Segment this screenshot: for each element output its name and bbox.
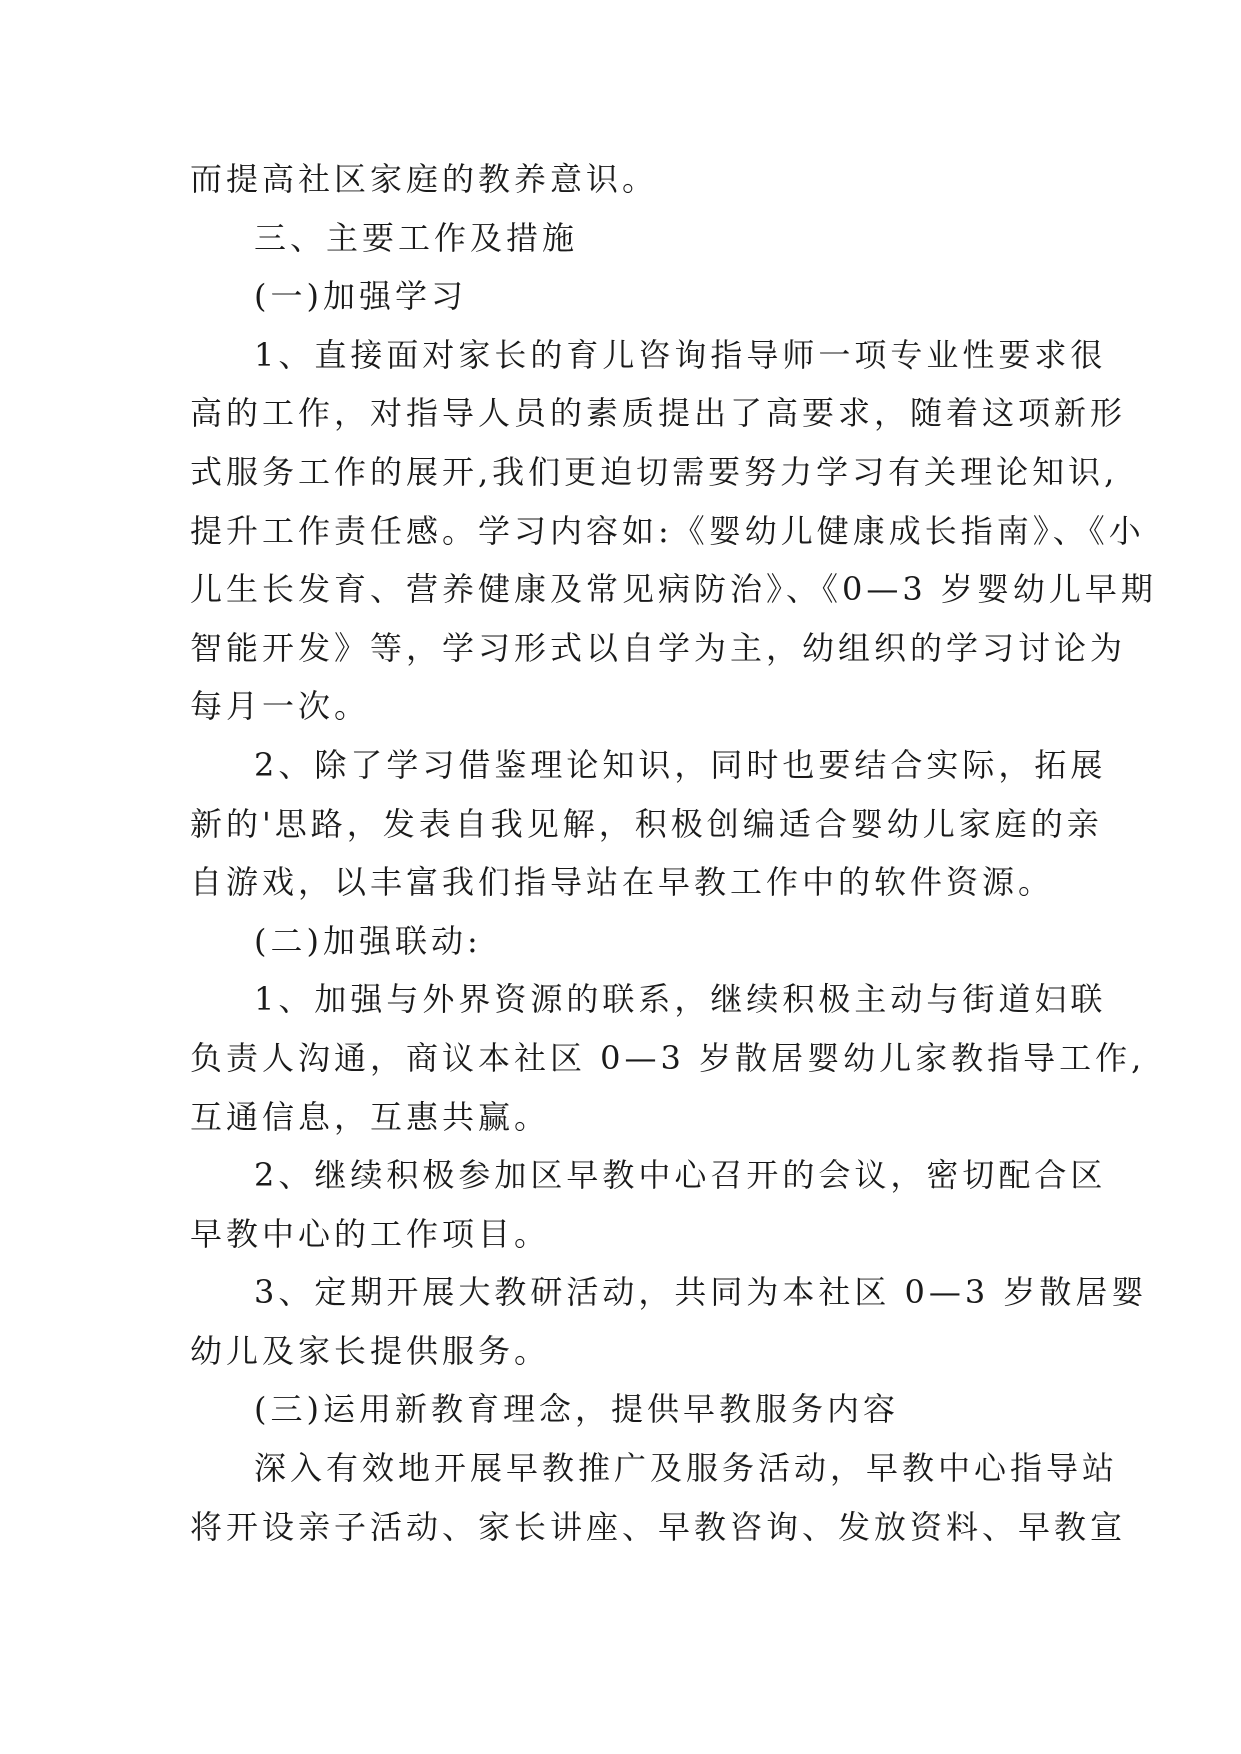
text-line: 将开设亲子活动、家长讲座、早教咨询、发放资料、早教宣: [190, 1507, 1127, 1546]
text-line: 三、主要工作及措施: [254, 218, 579, 257]
text-line: 而提高社区家庭的教养意识。: [190, 160, 659, 198]
text-line: 2、继续积极参加区早教中心召开的会议，密切配合区: [254, 1156, 1107, 1195]
text-line: 深入有效地开展早教推广及服务活动，早教中心指导站: [254, 1449, 1119, 1488]
text-line: 智能开发》等，学习形式以自学为主，幼组织的学习讨论为: [190, 628, 1127, 667]
text-line: 式服务工作的展开,我们更迫切需要努力学习有关理论知识,: [190, 452, 1119, 491]
text-line: (二)加强联动:: [254, 921, 482, 960]
text-line: (三)运用新教育理念，提供早教服务内容: [254, 1390, 899, 1429]
text-line: 提升工作责任感。学习内容如:《婴幼儿健康成长指南》、《小: [190, 511, 1145, 550]
text-line: 儿生长发育、营养健康及常见病防治》、《0—3 岁婴幼儿早期: [190, 570, 1157, 609]
text-line: 2、除了学习借鉴理论知识，同时也要结合实际，拓展: [254, 745, 1107, 784]
text-line: 高的工作，对指导人员的素质提出了高要求，随着这项新形: [190, 394, 1127, 433]
text-line: 自游戏，以丰富我们指导站在早教工作中的软件资源。: [190, 863, 1055, 902]
document-body: [190, 150, 1157, 1556]
text-line: 1、加强与外界资源的联系，继续积极主动与街道妇联: [254, 980, 1107, 1019]
text-line: 每月一次。: [190, 687, 371, 726]
text-line: 互通信息，互惠共赢。: [190, 1097, 551, 1136]
text-line: 新的'思路，发表自我见解，积极创编适合婴幼儿家庭的亲: [190, 804, 1103, 843]
text-line: 1、直接面对家长的育儿咨询指导师一项专业性要求很: [254, 335, 1107, 374]
text-line: 3、定期开展大教研活动，共同为本社区 0—3 岁散居婴: [254, 1273, 1148, 1312]
text-line: 幼儿及家长提供服务。: [190, 1331, 551, 1370]
text-line: 早教中心的工作项目。: [190, 1214, 551, 1253]
text-line: (一)加强学习: [254, 277, 467, 316]
text-line: 负责人沟通，商议本社区 0—3 岁散居婴幼儿家教指导工作,: [190, 1038, 1146, 1077]
